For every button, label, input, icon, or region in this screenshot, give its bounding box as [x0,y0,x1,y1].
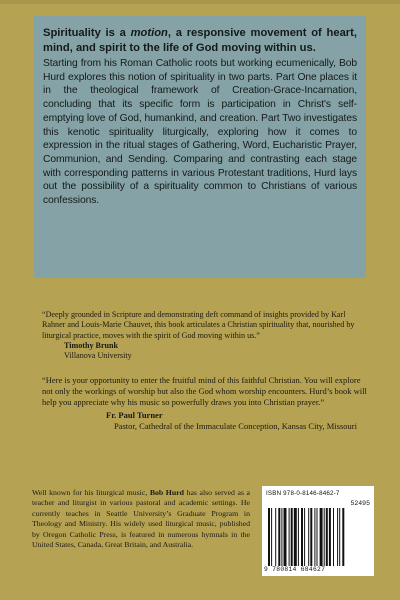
endorser-affiliation: Pastor, Cathedral of the Immaculate Conception, Kansas City, Missouri [114,421,357,431]
isbn-label: ISBN 978-0-8146-8462-7 [266,490,340,497]
endorsement-1 [42,310,364,361]
barcode-bar [333,508,334,566]
endorser-name: Timothy Brunk [64,340,119,350]
barcode-bar [320,508,323,566]
barcode-bar [294,508,297,566]
barcode-bar [268,508,270,566]
top-rule [0,0,400,4]
endorser-affiliation: Villanova University [64,351,132,361]
barcode-bar [326,508,328,566]
barcode-bars [268,508,368,566]
barcode-bar [291,508,293,566]
blurb-lead-emphasis: motion [130,27,168,39]
blurb-body: Starting from his Roman Catholic roots but working ecumenically, Bob Hurd explores this notion of spirituality in two parts. Part One places it in the theological framework of Creation-Grace-Incarnation, concluding that its specific form is participation in Christ's self-emptying love of God, humankind, and creation. Part Two investigates this kenotic spirituality liturgically, exploring how it comes to expression in the ritual stages of Gathering, Word, Eucharistic Prayer, Communion, and Sending. Comparing and contrasting each stage with corresponding patterns in various Protestant traditions, Hurd lays out the possibility of a spirituality common to Christians of various confessions. [43,58,357,207]
barcode-bar [271,508,272,566]
blurb-lead: Spirituality is a motion, a responsive movement of heart, mind, and spirit to the life of God moving within us. [43,27,357,54]
endorsement-2 [42,375,368,432]
barcode-bar [329,508,331,566]
barcode-bar [314,508,315,566]
barcode-bar [337,508,338,566]
barcode-bar [310,508,312,566]
barcode-bar [281,508,282,566]
barcode-box [262,486,374,576]
barcode-bar [317,508,318,566]
endorsement-text: “Here is your opportunity to enter the fruitful mind of this faithful Christian. You will explore not only the workings of worship but also the God whom worship encounters. Hurd’s book will help you appreciate why his music so powerfully draws you into Christian prayer.” [42,375,367,407]
barcode-bar [298,508,299,566]
endorsement-text: “Deeply grounded in Scripture and demonstrating deft command of insights provided by Karl Rahner and Louis-Marie Chauvet, this book articulates a Christian spirituality that, nourished by liturgical practice, moves with the spirit of God moving within us.” [42,310,355,340]
price-code: 52495 [350,500,370,507]
barcode-bar [278,508,280,566]
barcode-bar [308,508,309,566]
endorser-name: Fr. Paul Turner [106,410,163,420]
barcode-bar [284,508,287,566]
barcode-bar [304,508,305,566]
barcode-bar [339,508,340,566]
author-bio: Well known for his liturgical music, Bob Hurd has also served as a teacher and liturgist in various pastoral and academic settings. He currently teaches in Seattle University’s Graduate Program in Theology and Ministry. His widely used liturgical music, published by Oregon Catholic Press, is featured in numerous hymnals in the United States, Canada, Great Britain, and Australia. [32,488,250,550]
barcode-bar [342,508,344,566]
barcode-bar [289,508,290,566]
author-name: Bob Hurd [149,488,184,497]
barcode-bar [275,508,276,566]
ean-digits: 9 780814 684627 [264,566,326,573]
barcode-bar [324,508,325,566]
blurb-box [34,16,366,278]
barcode-bar [301,508,303,566]
